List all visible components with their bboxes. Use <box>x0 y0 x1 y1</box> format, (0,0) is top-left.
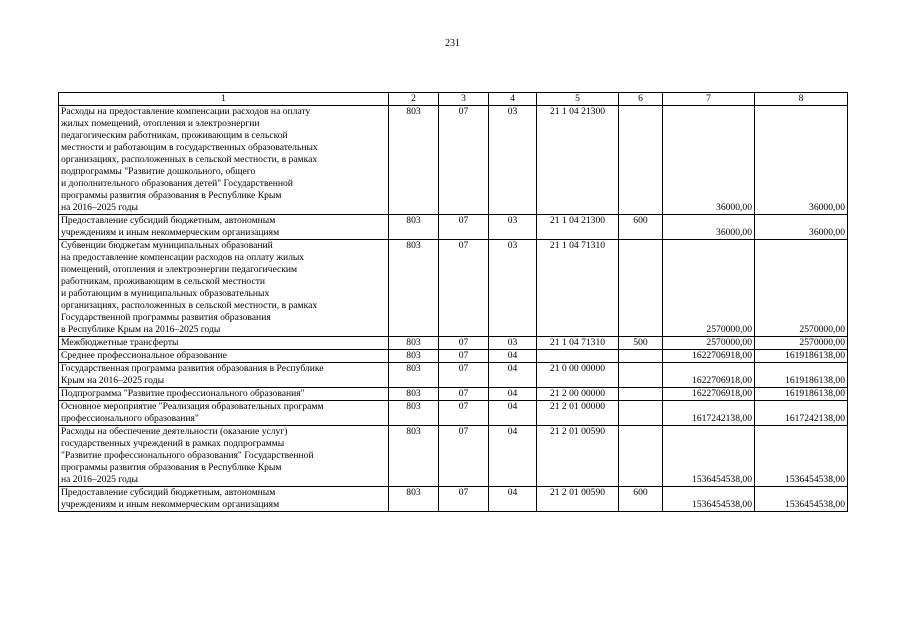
row-description: Предоставление субсидий бюджетным, автономным учреждениям и иным некоммерческим организациям <box>59 487 389 512</box>
section-code: 07 <box>439 426 489 487</box>
amount-col7: 2570000,00 <box>663 337 755 350</box>
target-article-code: 21 2 01 00590 <box>537 487 619 512</box>
amount-col8: 2570000,00 <box>755 240 848 337</box>
amount-col7: 1536454538,00 <box>663 487 755 512</box>
ministry-code: 803 <box>389 401 439 426</box>
row-description: Расходы на предоставление компенсации расходов на оплату жилых помещений, отопления и электроэнергии педагогическим работникам, проживающим в сельской местности и работающим в государственных образовательных организациях, расположенных в сельской местности, в рамках подпрограммы "Развитие дошкольного, общего и дополнительного образования детей" Государственной программы развития образования в Республике Крым на 2016–2025 годы <box>59 106 389 215</box>
table-row <box>59 401 848 426</box>
target-article-code: 21 2 01 00000 <box>537 401 619 426</box>
amount-col8: 1619186138,00 <box>755 350 848 363</box>
subsection-code: 03 <box>489 240 537 337</box>
amount-col7: 36000,00 <box>663 106 755 215</box>
ministry-code: 803 <box>389 487 439 512</box>
target-article-code: 21 1 04 21300 <box>537 106 619 215</box>
row-description: Субвенции бюджетам муниципальных образований на предоставление компенсации расходов на оплату жилых помещений, отопления и электроэнергии педагогическим работникам, проживающим в сельской местности и работающим в муниципальных образовательных организациях, расположенных в сельской местности, в рамках Государственной программы развития образования в Республике Крым на 2016–2025 годы <box>59 240 389 337</box>
amount-col8: 36000,00 <box>755 106 848 215</box>
amount-col8: 1619186138,00 <box>755 388 848 401</box>
table-body <box>59 106 848 512</box>
section-code: 07 <box>439 487 489 512</box>
amount-col8: 1536454538,00 <box>755 487 848 512</box>
header-cell-2: 2 <box>389 93 439 106</box>
ministry-code: 803 <box>389 388 439 401</box>
subsection-code: 04 <box>489 388 537 401</box>
amount-col7: 1536454538,00 <box>663 426 755 487</box>
section-code: 07 <box>439 215 489 240</box>
row-description: Государственная программа развития образования в Республике Крым на 2016–2025 годы <box>59 363 389 388</box>
expense-type-code <box>619 388 663 401</box>
header-cell-5: 5 <box>537 93 619 106</box>
expense-type-code: 500 <box>619 337 663 350</box>
table-row <box>59 426 848 487</box>
subsection-code: 03 <box>489 337 537 350</box>
ministry-code: 803 <box>389 426 439 487</box>
expense-type-code <box>619 401 663 426</box>
amount-col8: 1536454538,00 <box>755 426 848 487</box>
expense-type-code <box>619 240 663 337</box>
ministry-code: 803 <box>389 337 439 350</box>
subsection-code: 04 <box>489 350 537 363</box>
target-article-code: 21 2 01 00590 <box>537 426 619 487</box>
section-code: 07 <box>439 106 489 215</box>
expense-type-code <box>619 350 663 363</box>
expense-type-code <box>619 426 663 487</box>
header-row <box>59 93 848 106</box>
section-code: 07 <box>439 350 489 363</box>
amount-col7: 2570000,00 <box>663 240 755 337</box>
expense-type-code: 600 <box>619 487 663 512</box>
row-description: Основное мероприятие "Реализация образовательных программ профессионального образования" <box>59 401 389 426</box>
subsection-code: 04 <box>489 487 537 512</box>
expense-type-code <box>619 363 663 388</box>
page-number: 231 <box>445 38 460 49</box>
table-row <box>59 215 848 240</box>
amount-col8: 2570000,00 <box>755 337 848 350</box>
amount-col7: 1622706918,00 <box>663 363 755 388</box>
target-article-code <box>537 350 619 363</box>
table-row <box>59 388 848 401</box>
header-cell-8: 8 <box>755 93 848 106</box>
target-article-code: 21 1 04 71310 <box>537 240 619 337</box>
table-row <box>59 350 848 363</box>
target-article-code: 21 1 04 21300 <box>537 215 619 240</box>
header-cell-6: 6 <box>619 93 663 106</box>
table-row <box>59 487 848 512</box>
section-code: 07 <box>439 388 489 401</box>
section-code: 07 <box>439 363 489 388</box>
amount-col8: 36000,00 <box>755 215 848 240</box>
section-code: 07 <box>439 401 489 426</box>
ministry-code: 803 <box>389 240 439 337</box>
section-code: 07 <box>439 240 489 337</box>
target-article-code: 21 0 00 00000 <box>537 363 619 388</box>
amount-col7: 1622706918,00 <box>663 388 755 401</box>
subsection-code: 03 <box>489 215 537 240</box>
table-row <box>59 363 848 388</box>
target-article-code: 21 2 00 00000 <box>537 388 619 401</box>
section-code: 07 <box>439 337 489 350</box>
table-row <box>59 337 848 350</box>
ministry-code: 803 <box>389 350 439 363</box>
header-cell-3: 3 <box>439 93 489 106</box>
subsection-code: 04 <box>489 401 537 426</box>
subsection-code: 04 <box>489 363 537 388</box>
amount-col8: 1617242138,00 <box>755 401 848 426</box>
row-description: Среднее профессиональное образование <box>59 350 389 363</box>
header-cell-1: 1 <box>59 93 389 106</box>
subsection-code: 03 <box>489 106 537 215</box>
ministry-code: 803 <box>389 106 439 215</box>
row-description: Расходы на обеспечение деятельности (оказание услуг) государственных учреждений в рамках подпрограммы "Развитие профессионального образования" Государственной программы развития образования в Республике Крым на 2016–2025 годы <box>59 426 389 487</box>
amount-col8: 1619186138,00 <box>755 363 848 388</box>
row-description: Подпрограмма "Развитие профессионального образования" <box>59 388 389 401</box>
row-description: Межбюджетные трансферты <box>59 337 389 350</box>
amount-col7: 36000,00 <box>663 215 755 240</box>
amount-col7: 1617242138,00 <box>663 401 755 426</box>
target-article-code: 21 1 04 71310 <box>537 337 619 350</box>
subsection-code: 04 <box>489 426 537 487</box>
amount-col7: 1622706918,00 <box>663 350 755 363</box>
ministry-code: 803 <box>389 215 439 240</box>
budget-table <box>58 92 848 512</box>
table-row <box>59 106 848 215</box>
table-row <box>59 240 848 337</box>
ministry-code: 803 <box>389 363 439 388</box>
header-cell-4: 4 <box>489 93 537 106</box>
row-description: Предоставление субсидий бюджетным, автономным учреждениям и иным некоммерческим организациям <box>59 215 389 240</box>
expense-type-code: 600 <box>619 215 663 240</box>
expense-type-code <box>619 106 663 215</box>
header-cell-7: 7 <box>663 93 755 106</box>
